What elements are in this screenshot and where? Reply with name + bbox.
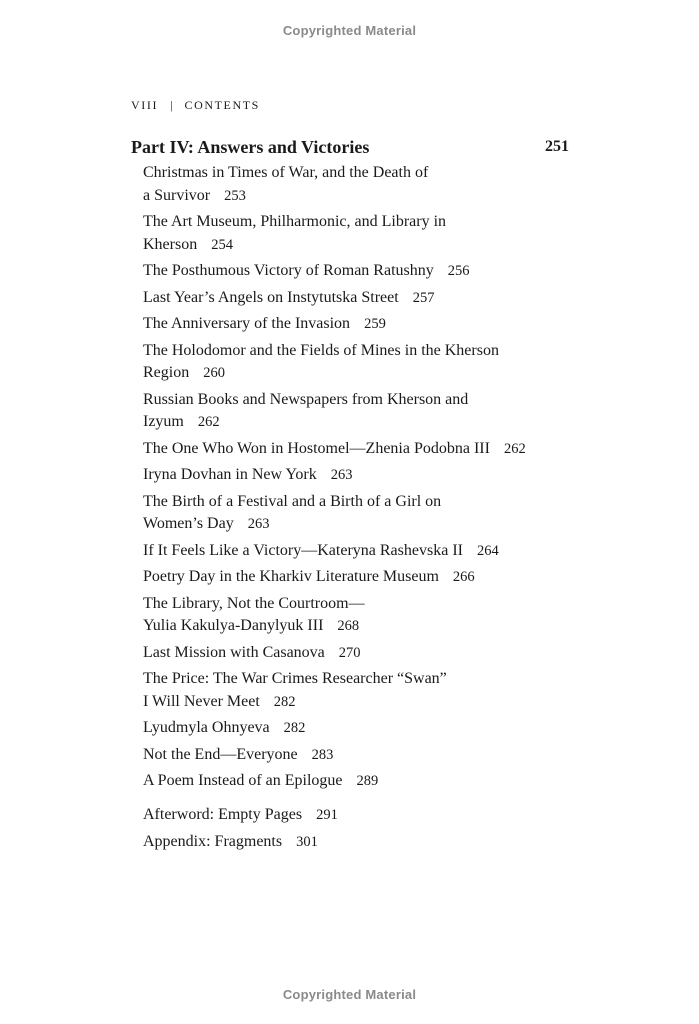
- part-heading: [131, 136, 569, 158]
- toc-entry: [143, 260, 583, 283]
- toc-entry: [143, 668, 583, 713]
- entry-page-number: 262: [197, 414, 220, 430]
- contents-list: [143, 162, 583, 797]
- entry-title-line: Afterword: Empty Pages: [143, 806, 303, 823]
- entry-page-number: 260: [203, 365, 225, 381]
- entry-page-number: 289: [356, 773, 379, 789]
- entry-page-number: 270: [338, 644, 361, 661]
- toc-entry: [143, 464, 583, 487]
- part-title: Part IV: Answers and Victories: [131, 137, 370, 157]
- entry-title-line: The Price: The War Crimes Researcher “Swan”: [143, 670, 447, 687]
- entry-page-number: 263: [247, 516, 270, 532]
- entry-page-number: 257: [412, 289, 435, 306]
- toc-entry: [143, 438, 583, 461]
- entry-page-number: 266: [452, 569, 475, 585]
- entry-title-line: Region: [143, 364, 190, 381]
- part-page-number: 251: [545, 138, 569, 155]
- entry-title-line: Last Mission with Casanova: [143, 643, 325, 661]
- entry-title-line: Yulia Kakulya-Danylyuk III: [143, 617, 324, 634]
- entry-title-line: The Holodomor and the Fields of Mines in the Kherson: [143, 341, 499, 359]
- entry-page-number: 264: [476, 542, 499, 559]
- entry-page-number: 282: [273, 693, 296, 710]
- entry-title-line: Appendix: Fragments: [143, 832, 283, 850]
- running-head-divider: |: [170, 98, 173, 112]
- entry-page-number: 259: [364, 316, 386, 332]
- toc-entry: [143, 770, 583, 793]
- toc-entry: [143, 717, 583, 740]
- entry-page-number: 283: [311, 746, 334, 763]
- running-head: [131, 98, 260, 113]
- entry-title-line: Not the End—Everyone: [143, 745, 298, 763]
- entry-page-number: 282: [283, 720, 306, 736]
- entry-title-line: Poetry Day in the Kharkiv Literature Museum: [143, 568, 439, 585]
- entry-page-number: 263: [330, 467, 353, 483]
- copyright-notice-top: Copyrighted Material: [282, 23, 417, 38]
- entry-title-line: The Art Museum, Philharmonic, and Library in: [143, 213, 447, 230]
- copyright-notice-bottom: Copyrighted Material: [282, 987, 417, 1002]
- back-matter-entry: [143, 804, 583, 827]
- back-matter-list: [143, 804, 583, 857]
- entry-page-number: 268: [337, 618, 360, 634]
- entry-page-number: 256: [447, 263, 470, 279]
- entry-title-line: Women’s Day: [143, 515, 234, 532]
- entry-page-number: 291: [316, 807, 338, 823]
- entry-title-line: Last Year’s Angels on Instytutska Street: [143, 288, 399, 306]
- entry-title-line: Christmas in Times of War, and the Death of: [143, 164, 429, 181]
- toc-entry: [143, 211, 583, 256]
- running-head-section: CONTENTS: [184, 98, 260, 112]
- entry-title-line: a Survivor: [143, 186, 211, 204]
- entry-title-line: The Birth of a Festival and a Birth of a Girl on: [143, 492, 442, 510]
- toc-entry: [143, 566, 583, 589]
- entry-title-line: If It Feels Like a Victory—Kateryna Rashevska II: [143, 541, 463, 559]
- entry-title-line: Izyum: [143, 413, 184, 430]
- toc-entry: [143, 340, 583, 385]
- entry-page-number: 301: [296, 833, 318, 850]
- entry-page-number: 262: [503, 440, 526, 457]
- entry-title-line: The Library, Not the Courtroom—: [143, 594, 365, 612]
- toc-entry: [143, 593, 583, 638]
- toc-entry: [143, 491, 583, 536]
- toc-entry: [143, 313, 583, 336]
- toc-entry: [143, 287, 583, 310]
- entry-page-number: 254: [211, 236, 233, 253]
- entry-title-line: The One Who Won in Hostomel—Zhenia Podobna III: [143, 439, 490, 457]
- entry-title-line: Iryna Dovhan in New York: [143, 466, 317, 483]
- entry-title-line: Lyudmyla Ohnyeva: [143, 719, 270, 736]
- entry-title-line: A Poem Instead of an Epilogue: [143, 772, 343, 789]
- folio-number: VIII: [131, 98, 159, 112]
- entry-title-line: Russian Books and Newspapers from Kherson and: [143, 390, 469, 408]
- back-matter-entry: [143, 831, 583, 854]
- entry-title-line: Kherson: [143, 235, 198, 253]
- toc-entry: [143, 642, 583, 665]
- toc-entry: [143, 162, 583, 207]
- entry-page-number: 253: [224, 187, 246, 204]
- entry-title-line: The Posthumous Victory of Roman Ratushny: [143, 262, 434, 279]
- entry-title-line: The Anniversary of the Invasion: [143, 315, 351, 332]
- toc-entry: [143, 540, 583, 563]
- entry-title-line: I Will Never Meet: [143, 692, 260, 710]
- toc-entry: [143, 744, 583, 767]
- toc-entry: [143, 389, 583, 434]
